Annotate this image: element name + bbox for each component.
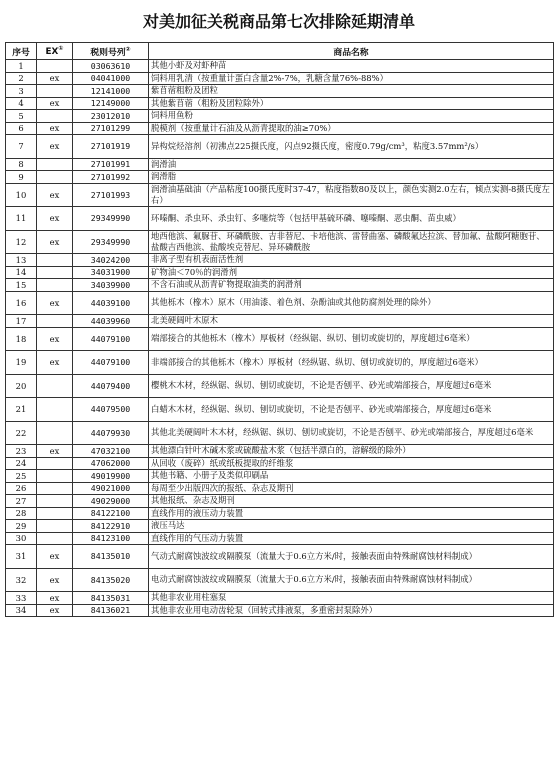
row-tariff-code: 12141000 <box>73 85 149 98</box>
document-title: 对美加征关税商品第七次排除延期清单 <box>142 12 415 31</box>
row-ex-flag: ex <box>37 122 73 135</box>
row-product-name: 从回收（废碎）纸或纸板提取的纤维浆 <box>149 457 554 470</box>
row-tariff-code: 04041000 <box>73 72 149 85</box>
row-tariff-code: 34031900 <box>73 266 149 279</box>
row-serial-no: 1 <box>6 60 37 73</box>
row-ex-flag <box>37 60 73 73</box>
row-ex-flag <box>37 457 73 470</box>
row-ex-flag: ex <box>37 545 73 569</box>
row-product-name: 其他小虾及对虾种苗 <box>149 60 554 73</box>
table-row <box>6 398 554 422</box>
row-product-name: 不含石油或从沥青矿物提取油类的润滑剂 <box>149 279 554 292</box>
row-product-name: 端部接合的其他栎木（橡木）厚板材（经纵锯、纵切、刨切或旋切的，厚度超过6毫米） <box>149 327 554 351</box>
row-tariff-code: 44079500 <box>73 398 149 422</box>
row-serial-no: 25 <box>6 470 37 483</box>
row-product-name: 其他非农业用柱塞泵 <box>149 592 554 605</box>
row-product-name: 直线作用的气压动力装置 <box>149 532 554 545</box>
row-tariff-code: 44039100 <box>73 291 149 315</box>
row-ex-flag: ex <box>37 97 73 110</box>
row-serial-no: 21 <box>6 398 37 422</box>
row-ex-flag: ex <box>37 291 73 315</box>
table-row <box>6 122 554 135</box>
row-ex-flag: ex <box>37 604 73 617</box>
row-product-name: 其他书籍、小册子及类似印刷品 <box>149 470 554 483</box>
footnote-marker-1: ① <box>58 45 64 53</box>
row-serial-no: 31 <box>6 545 37 569</box>
row-serial-no: 13 <box>6 254 37 267</box>
row-tariff-code: 29349990 <box>73 230 149 254</box>
row-tariff-code: 27101299 <box>73 122 149 135</box>
row-ex-flag <box>37 421 73 445</box>
row-tariff-code: 84136021 <box>73 604 149 617</box>
table-row <box>6 568 554 592</box>
row-product-name: 紫苜蓿粗粉及团粒 <box>149 85 554 98</box>
row-product-name: 每周至少出版四次的报纸、杂志及期刊 <box>149 482 554 495</box>
row-tariff-code: 44079100 <box>73 327 149 351</box>
row-tariff-code: 44079930 <box>73 421 149 445</box>
row-serial-no: 17 <box>6 315 37 328</box>
row-ex-flag <box>37 254 73 267</box>
row-product-name: 矿物油＜70％的润滑剂 <box>149 266 554 279</box>
row-ex-flag: ex <box>37 351 73 375</box>
row-tariff-code: 27101991 <box>73 158 149 171</box>
row-product-name: 其他漂白针叶木碱木浆或硫酸盐木浆（包括半漂白的，溶解级的除外） <box>149 445 554 458</box>
table-row <box>6 158 554 171</box>
row-product-name: 电动式耐腐蚀波纹或隔膜泵（流量大于0.6立方米/时，接触表面由特殊耐腐蚀材料制成） <box>149 568 554 592</box>
row-tariff-code: 27101919 <box>73 135 149 159</box>
row-tariff-code: 49021000 <box>73 482 149 495</box>
row-serial-no: 4 <box>6 97 37 110</box>
table-row <box>6 183 554 207</box>
table-row <box>6 351 554 375</box>
row-ex-flag: ex <box>37 230 73 254</box>
row-serial-no: 15 <box>6 279 37 292</box>
row-ex-flag: ex <box>37 327 73 351</box>
table-row <box>6 545 554 569</box>
row-ex-flag <box>37 482 73 495</box>
row-serial-no: 18 <box>6 327 37 351</box>
row-product-name: 气动式耐腐蚀波纹或隔膜泵（流量大于0.6立方米/时，接触表面由特殊耐腐蚀材料制成） <box>149 545 554 569</box>
row-ex-flag: ex <box>37 183 73 207</box>
row-product-name: 润滑油基础油（产品粘度100摄氏度时37-47，粘度指数80及以上，颜色实测2.0左右，倾点实测-8摄氏度左右） <box>149 183 554 207</box>
row-ex-flag <box>37 374 73 398</box>
row-ex-flag <box>37 110 73 123</box>
row-serial-no: 19 <box>6 351 37 375</box>
table-row <box>6 207 554 231</box>
table-row <box>6 495 554 508</box>
row-serial-no: 3 <box>6 85 37 98</box>
table-header-row <box>6 43 554 60</box>
row-serial-no: 29 <box>6 520 37 533</box>
header-serial-no: 序号 <box>6 43 37 60</box>
table-row <box>6 135 554 159</box>
table-row <box>6 97 554 110</box>
row-tariff-code: 34024200 <box>73 254 149 267</box>
row-serial-no: 9 <box>6 171 37 184</box>
row-product-name: 其他报纸、杂志及期刊 <box>149 495 554 508</box>
row-ex-flag: ex <box>37 135 73 159</box>
row-tariff-code: 27101992 <box>73 171 149 184</box>
row-serial-no: 26 <box>6 482 37 495</box>
table-row <box>6 327 554 351</box>
table-row <box>6 604 554 617</box>
table-row <box>6 279 554 292</box>
row-tariff-code: 12149000 <box>73 97 149 110</box>
row-serial-no: 33 <box>6 592 37 605</box>
row-ex-flag <box>37 315 73 328</box>
row-tariff-code: 84135031 <box>73 592 149 605</box>
exclusion-list-table <box>5 42 554 617</box>
row-product-name: 白蜡木木材，经纵锯、纵切、刨切或旋切，不论是否刨平、砂光或端部接合，厚度超过6毫米 <box>149 398 554 422</box>
table-row <box>6 445 554 458</box>
footnote-marker-2: ② <box>125 45 131 53</box>
table-row <box>6 254 554 267</box>
row-ex-flag <box>37 532 73 545</box>
row-ex-flag <box>37 85 73 98</box>
header-product-name: 商品名称 <box>149 43 554 60</box>
table-row <box>6 470 554 483</box>
row-tariff-code: 84135020 <box>73 568 149 592</box>
row-serial-no: 10 <box>6 183 37 207</box>
row-ex-flag <box>37 507 73 520</box>
table-row <box>6 592 554 605</box>
row-product-name: 其他紫苜蓿（粗粉及团粒除外） <box>149 97 554 110</box>
row-product-name: 非端部接合的其他栎木（橡木）厚板材（经纵锯、纵切、刨切或旋切的，厚度超过6毫米） <box>149 351 554 375</box>
row-tariff-code: 27101993 <box>73 183 149 207</box>
table-row <box>6 482 554 495</box>
row-tariff-code: 49029000 <box>73 495 149 508</box>
row-product-name: 非离子型有机表面活性剂 <box>149 254 554 267</box>
row-ex-flag <box>37 171 73 184</box>
row-product-name: 其他栎木（橡木）原木（用油漆、着色剂、杂酚油或其他防腐剂处理的除外） <box>149 291 554 315</box>
row-serial-no: 27 <box>6 495 37 508</box>
row-serial-no: 22 <box>6 421 37 445</box>
row-product-name: 润滑油 <box>149 158 554 171</box>
table-row <box>6 60 554 73</box>
row-serial-no: 11 <box>6 207 37 231</box>
row-product-name: 饲料用乳清（按重量计蛋白含量2%-7%，乳糖含量76%-88%） <box>149 72 554 85</box>
table-row <box>6 507 554 520</box>
table-row <box>6 230 554 254</box>
row-ex-flag: ex <box>37 592 73 605</box>
table-row <box>6 532 554 545</box>
table-row <box>6 421 554 445</box>
row-ex-flag <box>37 266 73 279</box>
row-product-name: 其他北美硬阔叶木木材，经纵锯、纵切、刨切或旋切，不论是否刨平、砂光或端部接合，厚度超过6毫米 <box>149 421 554 445</box>
table-row <box>6 110 554 123</box>
row-product-name: 地西他滨、氟脲苷、环磷酰胺、吉非替尼、卡培他滨、雷替曲塞、磷酸氟达拉滨、替加氟、盐酸阿糖胞苷、盐酸吉西他滨、盐酸埃克替尼、异环磷酰胺 <box>149 230 554 254</box>
row-product-name: 润滑脂 <box>149 171 554 184</box>
table-row <box>6 85 554 98</box>
row-tariff-code: 03063610 <box>73 60 149 73</box>
row-tariff-code: 44079400 <box>73 374 149 398</box>
row-ex-flag <box>37 520 73 533</box>
row-product-name: 异构烷烃溶剂（初沸点225摄氏度，闪点92摄氏度，密度0.79g/cm³，粘度3.57mm²/s） <box>149 135 554 159</box>
table-row <box>6 291 554 315</box>
row-serial-no: 24 <box>6 457 37 470</box>
header-tariff-code: 税则号列② <box>73 43 149 60</box>
row-serial-no: 23 <box>6 445 37 458</box>
row-tariff-code: 47062000 <box>73 457 149 470</box>
row-ex-flag <box>37 495 73 508</box>
row-serial-no: 8 <box>6 158 37 171</box>
row-serial-no: 6 <box>6 122 37 135</box>
row-product-name: 直线作用的液压动力装置 <box>149 507 554 520</box>
row-product-name: 饲料用鱼粉 <box>149 110 554 123</box>
row-serial-no: 16 <box>6 291 37 315</box>
row-tariff-code: 47032100 <box>73 445 149 458</box>
table-row <box>6 266 554 279</box>
row-serial-no: 32 <box>6 568 37 592</box>
row-serial-no: 12 <box>6 230 37 254</box>
row-tariff-code: 29349990 <box>73 207 149 231</box>
row-tariff-code: 84122100 <box>73 507 149 520</box>
row-tariff-code: 44079100 <box>73 351 149 375</box>
row-ex-flag <box>37 470 73 483</box>
row-product-name: 脱模剂（按重量计石油及从沥青提取的油≥70%） <box>149 122 554 135</box>
row-serial-no: 20 <box>6 374 37 398</box>
row-ex-flag <box>37 158 73 171</box>
row-tariff-code: 49019900 <box>73 470 149 483</box>
row-product-name: 环嗪酮、杀虫环、杀虫钉、多噻烷等（包括甲基硫环磷、噻嗪酮、恶虫酮、苗虫威） <box>149 207 554 231</box>
row-ex-flag: ex <box>37 568 73 592</box>
table-row <box>6 457 554 470</box>
row-product-name: 樱桃木木材，经纵锯、纵切、刨切或旋切，不论是否刨平、砂光或端部接合，厚度超过6毫米 <box>149 374 554 398</box>
table-row <box>6 520 554 533</box>
row-ex-flag: ex <box>37 72 73 85</box>
row-product-name: 其他非农业用电动齿轮泵（回转式排液泵，多重密封泵除外） <box>149 604 554 617</box>
row-serial-no: 5 <box>6 110 37 123</box>
row-tariff-code: 23012010 <box>73 110 149 123</box>
row-tariff-code: 44039960 <box>73 315 149 328</box>
table-row <box>6 171 554 184</box>
row-product-name: 北美硬阔叶木原木 <box>149 315 554 328</box>
row-ex-flag <box>37 398 73 422</box>
row-ex-flag <box>37 279 73 292</box>
row-tariff-code: 84123100 <box>73 532 149 545</box>
row-tariff-code: 34039900 <box>73 279 149 292</box>
row-serial-no: 7 <box>6 135 37 159</box>
row-tariff-code: 84135010 <box>73 545 149 569</box>
table-row <box>6 72 554 85</box>
row-serial-no: 30 <box>6 532 37 545</box>
row-tariff-code: 84122910 <box>73 520 149 533</box>
row-serial-no: 2 <box>6 72 37 85</box>
row-serial-no: 14 <box>6 266 37 279</box>
header-ex: EX① <box>37 43 73 60</box>
row-product-name: 液压马达 <box>149 520 554 533</box>
row-ex-flag: ex <box>37 207 73 231</box>
row-serial-no: 28 <box>6 507 37 520</box>
table-row <box>6 374 554 398</box>
row-ex-flag: ex <box>37 445 73 458</box>
row-serial-no: 34 <box>6 604 37 617</box>
table-row <box>6 315 554 328</box>
